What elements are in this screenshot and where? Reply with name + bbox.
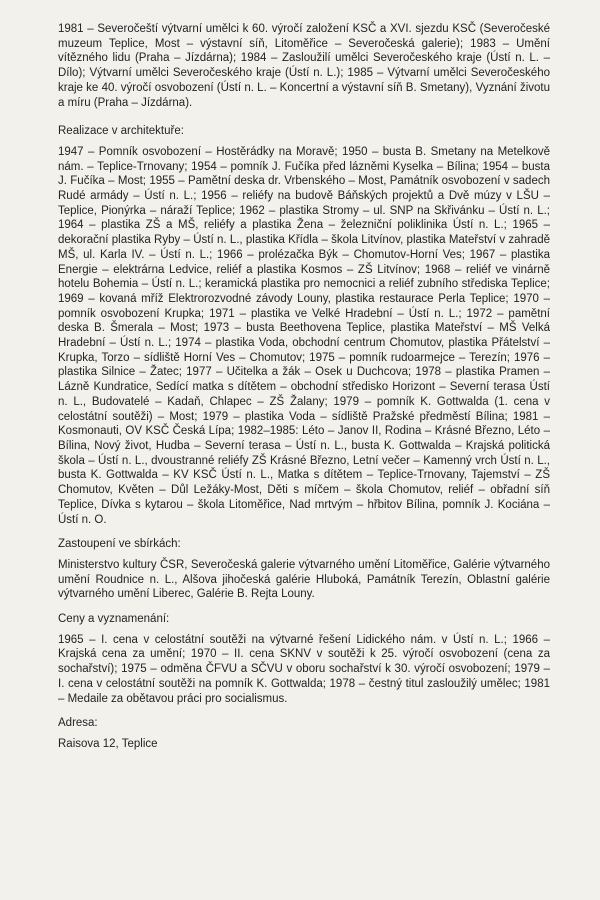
address-text: Raisova 12, Teplice <box>58 737 158 750</box>
awards-paragraph: 1965 – I. cena v celostátní soutěži na výtvarné řešení Lidického nám. v Ústí n. L.; 1966 – Krajská cena za umění; 1970 – II. cena SKNV v soutěži k 25. výročí osvobození (cena za sochařství); 1975 – odměna ČFVU a SČVU v oboru sochařství k 30. výročí osvobození; 1979 – I. cena v celostátní soutěži na pomník K. Gottwalda; 1978 – čestný titul zasloužilý umělec; 1981 – Medaile za obětavou práci pro socialismus. <box>58 633 550 705</box>
architecture-heading: Realizace v architektuře: <box>58 125 184 138</box>
architecture-paragraph: 1947 – Pomník osvobození – Hostěrádky na Moravě; 1950 – busta B. Smetany na Metelkově nám. – Teplice-Trnovany; 1954 – pomník J. Fučíka před lázněmi Kyselka – Bílina; 1954 – busta J. Fučíka – Most; 1955 – Pamětní deska dr. Vrbenského – Most, Památník osvobození v sadech Rudé armády – Ústí n. L.; 1956 – reliéfy na budově Báňských projektů a Dvě múzy v LŠU – Teplice, Pionýrka – náraží Teplice; 1962 – plastika Stromy – ul. SNP na Skřivánku – Ústí n. L.; 1964 – plastika ZŠ a MŠ, reliéfy a plastika Žena – železniční poliklinika Ústí n. L.; 1965 – dekorační plastika Ryby – Ústí n. L., plastika Křídla – škola Litvínov, plastika Mateřství v zahradě MŠ, ul. Karla IV. – Ústí n. L.; 1966 – prolézačka Býk – Chomutov-Horní Ves; 1967 – plastika Energie – elektrárna Ledvice, reliéf a plastika Kosmos – ZŠ Litvínov; 1968 – reliéf ve vinárně hotelu Bohemia – Ústí n. L.; keramická plastika pro nemocnici a reliéf zubního střediska Teplice; 1969 – kovaná mříž Elektrorozvodné závody Louny, plastika restaurace Perla Teplice; 1970 – pomník osvobození Krupka; 1971 – plastika ve Velké Hradební – Ústí n. L.; 1972 – pamětní deska B. Šmerala – Most; 1973 – busta Beethovena Teplice, plastika Mateřství – MŠ Velká Hradební – Ústí n. L.; 1974 – plastika Voda, obchodní centrum Chomutov, plastika Přátelství – Krupka, Torzo – sídliště Horní Ves – Chomutov; 1975 – pomník rudoarmejce – Terezín; 1976 – plastika Silnice – Žatec; 1977 – Učitelka a žák – Osek u Duchcova; 1978 – plastika Pramen – Lázně Kundratice, Sedící matka s dítětem – obchodní středisko Horizont – Severní terasa Ústí n. L., Budovatelé – Kadaň, Chlapec – ZŠ Žalany; 1979 – pomník K. Gottwalda (1. cena v celostátní soutěži) – Most; 1979 – plastika Voda – sídliště Pražské předměstí Bílina; 1981 – Kosmonauti, OV KSČ Česká Lípa; 1982–1985: Léto – Janov II, Rodina – Krásné Březno, Léto – Bílina, Nový život, Hudba – Severní terasa – Ústí n. L., busta K. Gottwalda – Krajská politická škola – Ústí n. L., dvoustranné reliéfy ZŠ Krásné Březno, Letní večer – Kamenný vrch Ústí n. L., busta K. Gottwalda – KV KSČ Ústí n. L., Matka s dítětem – Teplice-Trnovany, Tajemství – ZŠ Chomutov, Květen – Důl Ležáky-Most, Děti s míčem – škola Chomutov, reliéf – obřadní síň Teplice, Dívka s kytarou – škola Litoměřice, Nad mrtvým – hřbitov Bílina, pomník J. Kociána – Ústí n. O. <box>58 145 550 526</box>
document-page <box>58 22 550 752</box>
exhibitions-paragraph: 1981 – Severočeští výtvarní umělci k 60. výročí založení KSČ a XVI. sjezdu KSČ (Severočeské muzeum Teplice, Most – výstavní síň, Litoměřice – Severočeská galerie); 1983 – Umění vítězného lidu (Praha – Jízdárna); 1984 – Zasloužilí umělci Severočeského kraje (Ústí n. L. – Dílo); Výtvarní umělci Severočeského kraje (Ústí n. L.); 1985 – Výtvarní umělci Severočeského kraje ke 40. výročí osvobození (Ústí n. L. – Koncertní a výstavní síň B. Smetany), Vyznání životu a míru (Praha – Jízdárna). <box>58 23 550 109</box>
address-heading: Adresa: <box>58 717 98 730</box>
awards-heading: Ceny a vyznamenání: <box>58 613 170 626</box>
collections-paragraph: Ministerstvo kultury ČSR, Severočeská galerie výtvarného umění Litoměřice, Galérie výtvarného umění Roudnice n. L., Alšova jihočeská galérie Hluboká, Památník Terezín, Oblastní galérie výtvarného umění Liberec, Galérie B. Rejta Louny. <box>58 558 550 601</box>
collections-heading: Zastoupení ve sbírkách: <box>58 538 181 551</box>
